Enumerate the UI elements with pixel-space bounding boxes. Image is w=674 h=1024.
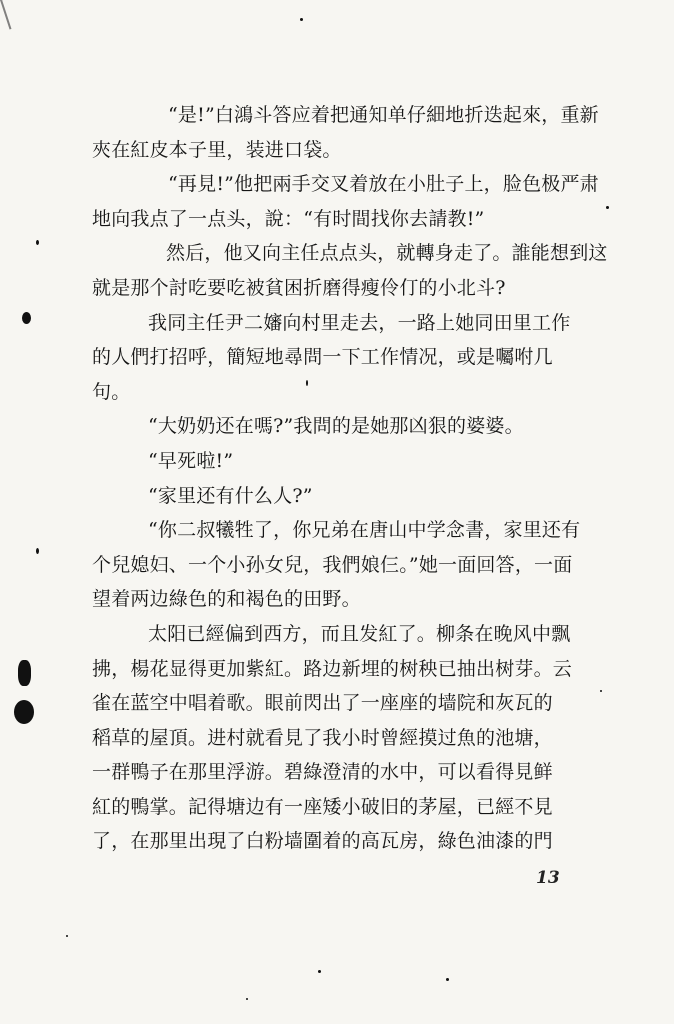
scan-speck [318, 970, 321, 973]
text-line: 紅的鴨掌。記得塘边有一座矮小破旧的茅屋，已經不見 [92, 795, 553, 818]
text-line: 一群鴨子在那里浮游。碧綠澄清的水中，可以看得見鲜 [92, 761, 553, 784]
scan-speck [600, 690, 602, 692]
text-line: 稻草的屋頂。进村就看見了我小时曾經摸过魚的池塘， [92, 726, 553, 749]
text-line: “早死啦!” [148, 449, 234, 472]
text-line: “家里还有什么人?” [148, 484, 313, 507]
scan-speck [246, 998, 248, 1000]
scan-speck [22, 312, 31, 324]
text-line: “你二叔犧牲了，你兄弟在唐山中学念書，家里还有 [148, 519, 581, 542]
text-line: “是!”白鴻斗答应着把通知单仔細地折迭起來，重新 [168, 104, 599, 126]
text-line: 的人們打招呼，簡短地尋問一下工作情况，或是囑咐几 [92, 346, 553, 369]
scan-speck [66, 935, 68, 937]
text-line: 雀在蓝空中唱着歌。眼前閃出了一座座的墙院和灰瓦的 [92, 692, 553, 715]
scan-speck [14, 700, 34, 724]
text-line: 太阳已經偏到西方，而且发紅了。柳条在晚风中飘 [148, 622, 571, 645]
text-line: 就是那个討吃要吃被貧困折磨得瘦伶仃的小北斗? [92, 276, 506, 299]
scan-speck [300, 18, 303, 21]
text-line: 夾在紅皮本子里，装进口袋。 [92, 138, 342, 161]
scan-speck [36, 548, 39, 554]
page-number: 13 [536, 868, 560, 888]
text-line: 望着两边綠色的和褐色的田野。 [92, 588, 361, 611]
scan-corner-mark [0, 0, 38, 29]
text-line: 句。 [92, 380, 131, 403]
scan-speck [446, 978, 449, 981]
scan-speck [18, 660, 31, 686]
text-line: “再見!”他把兩手交叉着放在小肚子上，脸色极严肃 [168, 173, 599, 196]
text-line: 拂，楊花显得更加紫紅。路边新埋的树秧已抽出树芽。云 [92, 657, 573, 680]
body-text [92, 98, 608, 859]
scan-speck [36, 240, 39, 245]
text-line: “大奶奶还在嗎?”我問的是她那凶狠的婆婆。 [148, 415, 524, 438]
text-line: 了，在那里出現了白粉墙圍着的高瓦房，綠色油漆的門 [92, 830, 553, 853]
scan-speck [606, 206, 609, 209]
text-line: 然后，他又向主任点点头，就轉身走了。誰能想到这 [166, 242, 608, 265]
text-line: 个兒媳妇、一个小孙女兒，我們娘仨。”她一面回答，一面 [92, 553, 573, 576]
text-line: 地向我点了一点头，說：“有时間找你去請教!” [92, 207, 485, 230]
text-line: 我同主任尹二嬸向村里走去，一路上她同田里工作 [148, 311, 571, 334]
scan-speck [306, 380, 308, 386]
